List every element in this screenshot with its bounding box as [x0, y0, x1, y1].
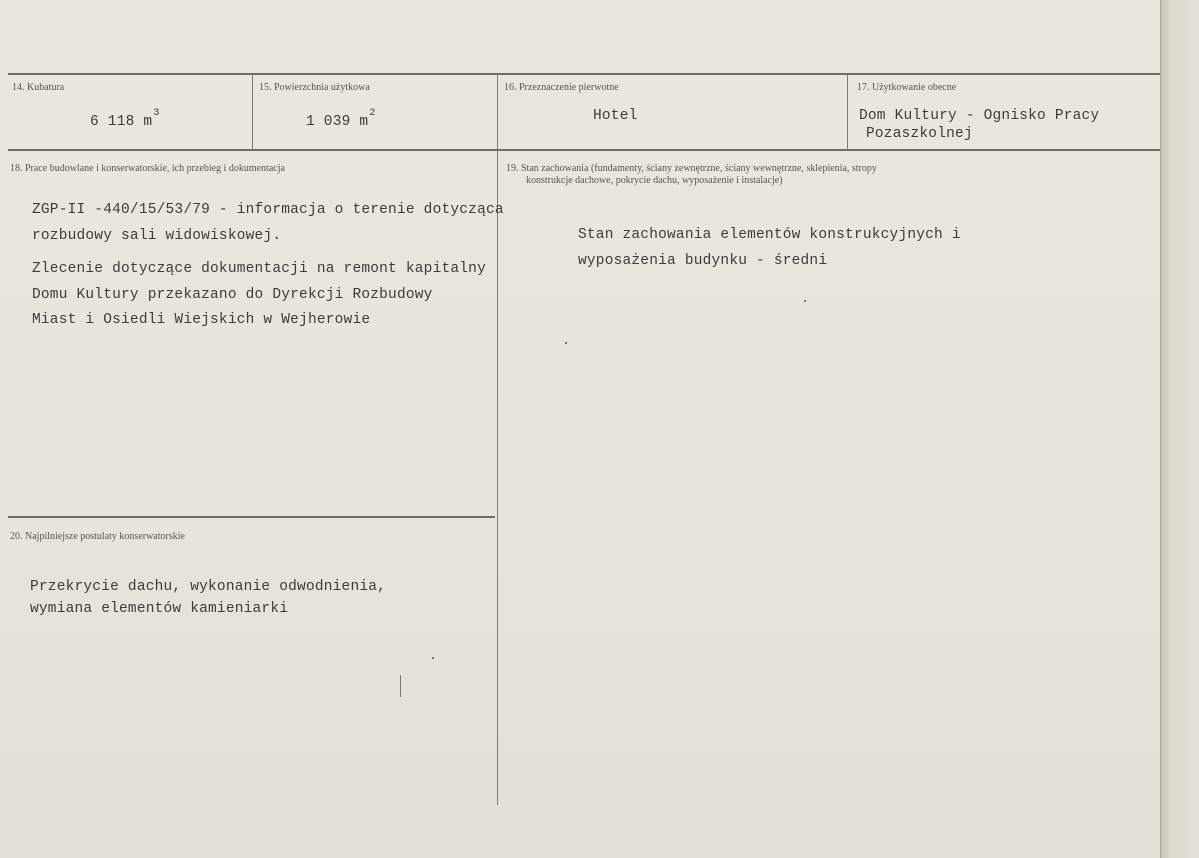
divider-15-16	[497, 75, 498, 805]
field-19-label-line1: 19. Stan zachowania (fundamenty, ściany zewnętrzne, ściany wewnętrzne, sklepienia, stropy	[506, 163, 877, 174]
powierzchnia-exponent: 2	[369, 108, 376, 119]
postulaty-line: Przekrycie dachu, wykonanie odwodnienia,	[30, 579, 387, 595]
paper-mark	[804, 300, 806, 302]
row-rule	[8, 149, 1160, 151]
prace-line: Domu Kultury przekazano do Dyrekcji Rozbudowy	[32, 287, 433, 303]
kubatura-value: 6 118 m	[90, 114, 153, 130]
page-edge	[1160, 0, 1199, 858]
field-18-label: 18. Prace budowlane i konserwatorskie, ich przebieg i dokumentacja	[10, 163, 285, 174]
field-14-label: 14. Kubatura	[12, 82, 65, 93]
prace-line: rozbudowy sali widowiskowej.	[32, 228, 282, 244]
field-17-line1: Dom Kultury - Ognisko Pracy	[859, 108, 1100, 124]
stan-line: Stan zachowania elementów konstrukcyjnych i	[578, 227, 961, 243]
field-19-label-line2: konstrukcje dachowe, pokrycie dachu, wyposażenie i instalacje)	[526, 175, 783, 186]
section-rule	[8, 516, 495, 518]
kubatura-exponent: 3	[153, 108, 160, 119]
stan-line: wyposażenia budynku - średni	[578, 253, 828, 269]
field-16-value: Hotel	[593, 108, 638, 124]
paper-mark	[400, 675, 401, 697]
top-rule	[8, 73, 1160, 75]
field-15-label: 15. Powierzchnia użytkowa	[259, 82, 370, 93]
field-20-label: 20. Najpilniejsze postulaty konserwatorskie	[10, 531, 185, 542]
field-15-value	[306, 108, 376, 130]
field-17-line2: Pozaszkolnej	[866, 126, 973, 142]
field-17-label: 17. Użytkowanie obecne	[857, 82, 957, 93]
prace-line: ZGP-II -440/15/53/79 - informacja o terenie dotycząca	[32, 202, 504, 218]
field-16-label: 16. Przeznaczenie pierwotne	[504, 82, 619, 93]
paper-mark	[432, 657, 434, 659]
prace-line: Zlecenie dotyczące dokumentacji na remont kapitalny	[32, 261, 486, 277]
divider-14-15	[252, 75, 253, 149]
field-14-value	[90, 108, 160, 130]
divider-16-17	[847, 75, 848, 149]
postulaty-line: wymiana elementów kamieniarki	[30, 601, 289, 617]
powierzchnia-value: 1 039 m	[306, 114, 369, 130]
prace-line: Miast i Osiedli Wiejskich w Wejherowie	[32, 312, 371, 328]
paper-mark	[565, 342, 567, 344]
